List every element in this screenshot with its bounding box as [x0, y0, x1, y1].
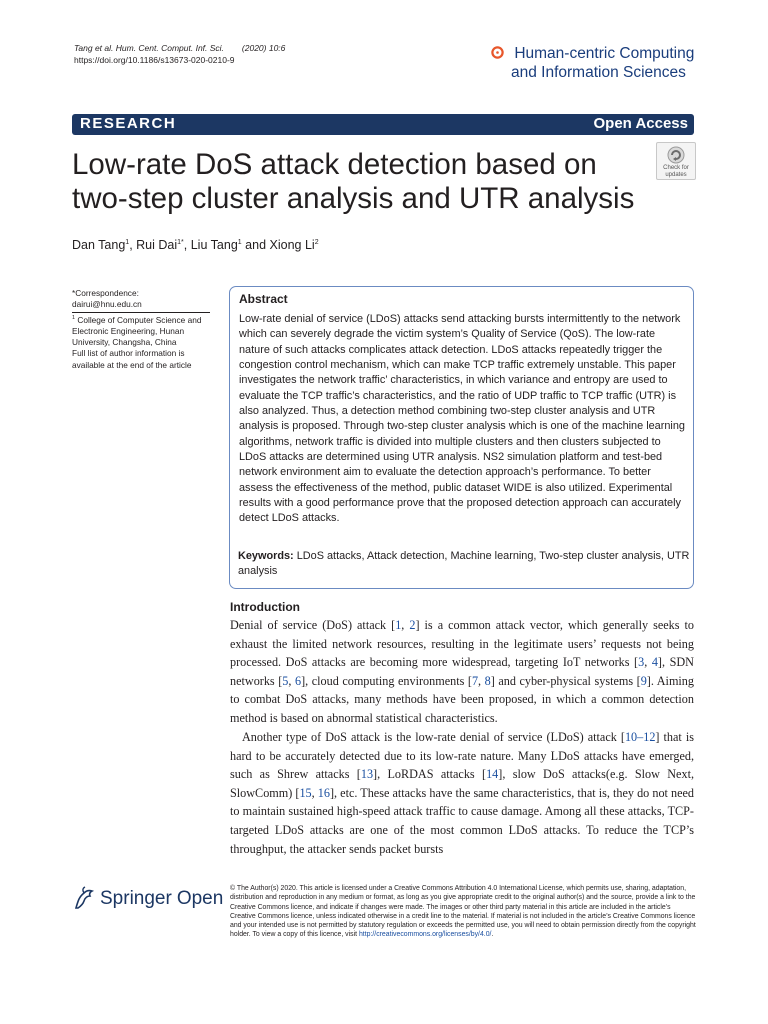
citation-link[interactable]: 15: [299, 785, 312, 800]
citation-link[interactable]: 7: [471, 673, 479, 688]
keywords: [238, 549, 690, 580]
article-type-banner: [72, 114, 694, 135]
citation-link[interactable]: 3: [638, 655, 645, 670]
citation-header: [74, 42, 285, 66]
author-name[interactable]: Xiong Li: [269, 238, 315, 252]
paragraph-text: Denial of service (DoS) attack [: [230, 618, 396, 632]
citation-link[interactable]: 1: [395, 618, 402, 632]
author-affiliation: 1: [237, 238, 242, 246]
paragraph-text: ,: [644, 655, 652, 670]
check-updates-icon: [666, 145, 686, 165]
affiliation-text: College of Computer Science and Electronic Engineering, Hunan University, Changsha, China: [72, 314, 202, 347]
doi-link[interactable]: https://doi.org/10.1186/s13673-020-0210-9: [74, 55, 235, 65]
paragraph-text: ,: [288, 673, 295, 688]
article-type-label: RESEARCH: [80, 115, 177, 132]
check-for-updates-button[interactable]: [656, 142, 696, 180]
paragraph-text: ], cloud computing environments [: [301, 673, 472, 688]
citation-link[interactable]: 14: [486, 767, 499, 782]
paragraph-text: ] that is hard to be accurately detected due to its low-rate nature. Many LDoS attacks have emerged, such as Shrew attacks [: [230, 730, 694, 782]
affiliation-note: [72, 313, 210, 349]
author-name[interactable]: Dan Tang: [72, 238, 126, 252]
journal-name-line1: Human-centric Computing: [514, 45, 695, 62]
citation-year: (2020) 10:6: [241, 43, 286, 53]
license-text: [230, 884, 696, 940]
publisher-name: Springer: [100, 888, 172, 909]
open-access-label: Open Access: [593, 115, 688, 132]
license-end: .: [491, 931, 494, 939]
citation-link[interactable]: 5: [282, 673, 289, 688]
paragraph-text: ,: [401, 618, 410, 632]
citation-link[interactable]: 10–12: [624, 730, 656, 744]
author-separator: ,: [183, 238, 191, 252]
citation-link[interactable]: 16: [317, 785, 330, 800]
author-affiliation: 1: [125, 238, 130, 246]
journal-logo-icon: [491, 45, 514, 62]
author-affiliation: 2: [314, 238, 319, 246]
license-link[interactable]: http://creativecommons.org/licenses/by/4.0/: [358, 931, 492, 939]
author-separator: and: [241, 238, 270, 252]
paragraph-text: ]. Aiming to combat DoS attacks, many methods have been proposed, in which a common detection method is based on abnormal statistical characteristics.: [230, 673, 694, 725]
author-affiliation: 1*: [177, 238, 184, 246]
abstract-heading: Abstract: [239, 292, 288, 306]
citation-link[interactable]: 4: [651, 655, 658, 670]
introduction-paragraph-1: [230, 616, 694, 728]
side-notes: [72, 288, 210, 371]
springer-horse-icon: [72, 886, 96, 912]
citation-link[interactable]: 13: [360, 767, 374, 782]
abstract-box: [229, 286, 694, 589]
license-body: © The Author(s) 2020. This article is licensed under a Creative Commons Attribution 4.0 International License, which permits use, sharing, adaptation, distribution and reproduction in any medium or format, as long as you give appropriate credit to the original author(s) and the source, provide a link to the Creative Commons licence, and indicate if changes were made. The images or other third party material in this article are included in the article’s Creative Commons licence, unless indicated otherwise in a credit line to the material. If material is not included in the article’s Creative Commons licence and your intended use is not permitted by statutory regulation or exceeds the permitted use, you will need to obtain permission directly from the copyright holder. To view a copy of this licence, visit: [230, 885, 696, 939]
paragraph-text: Another type of DoS attack is the low-rate denial of service (LDoS) attack [: [242, 730, 625, 744]
paragraph-text: ,: [478, 673, 485, 688]
correspondence-email[interactable]: dairui@hnu.edu.cn: [72, 299, 142, 310]
paragraph-text: ], slow DoS attacks(e.g. Slow Next, SlowComm) [: [230, 767, 694, 800]
citation-authors: Tang et al. Hum. Cent. Comput. Inf. Sci.: [74, 43, 224, 53]
publisher-suffix: Open: [176, 888, 224, 909]
paragraph-text: ] and cyber-physical systems [: [490, 673, 641, 688]
paragraph-text: ], LoRDAS attacks [: [373, 767, 487, 782]
citation-link[interactable]: 6: [294, 673, 302, 688]
paragraph-text: ], SDN networks [: [230, 655, 694, 688]
section-heading-introduction: Introduction: [230, 600, 300, 614]
springer-open-logo: [72, 886, 223, 912]
introduction-paragraph-2: [230, 728, 694, 858]
journal-name: [491, 44, 694, 82]
author-list: [72, 238, 319, 252]
author-separator: ,: [129, 238, 137, 252]
abstract-text: Low-rate denial of service (LDoS) attacks send attacking bursts intermittently to the network which can severely degrade the victim system’s Quality of Service (QoS). The low-rate nature of such attacks complicates attack detection. LDoS attacks repeatedly trigger the congestion control mechanism, which can make TCP traffic extremely unstable. This paper investigates the network traffic’ characteristics, in which variance and entropy are used to evaluate the TCP traffic’s characteristics, and the ratio of UDP traffic to TCP traffic (UTR) is also analyzed. Thus, a detection method combining two-step cluster analysis and UTR analysis is proposed. Through two-step cluster analysis which is one of the machine learning algorithms, network traffic is divided into multiple clusters and then clusters subjected to LDoS attacks are determined using UTR analysis. NS2 simulation platform and test-bed network environment aim to evaluate the detection approach’s performance. To better assess the effectiveness of the method, public dataset WIDE is also utilized. Experimental results with a good performance prove that the proposed detection approach can accurately detect LDoS attacks.: [239, 313, 685, 525]
keywords-label: Keywords:: [238, 550, 294, 562]
article-title: Low-rate DoS attack detection based on two-step cluster analysis and UTR analysis: [72, 148, 635, 215]
journal-name-line2: and Information Sciences: [511, 64, 686, 81]
paragraph-text: ] is a common attack vector, which generally seeks to exhaust the limited network resources, resulting in the legitimate users’ requests not being processed. DoS attacks are becoming more widespread, targeting IoT networks [: [230, 618, 695, 670]
author-name[interactable]: Liu Tang: [190, 238, 238, 252]
check-updates-line1: Check for: [663, 165, 689, 171]
citation-link[interactable]: 9: [640, 673, 647, 688]
affiliation-sup: 1: [72, 314, 76, 321]
author-info-note: Full list of author information is available at the end of the article: [72, 348, 192, 370]
keywords-list: LDoS attacks, Attack detection, Machine learning, Two-step cluster analysis, UTR analysis: [238, 550, 690, 578]
paragraph-text: ,: [311, 785, 318, 800]
citation-link[interactable]: 8: [484, 673, 491, 688]
author-name[interactable]: Rui Dai: [136, 238, 178, 252]
correspondence-label: *Correspondence:: [72, 288, 139, 298]
check-updates-line2: updates: [665, 171, 687, 178]
paragraph-text: ], etc. These attacks have the same characteristics, that is, they do not need to maintain sustained high-speed attack traffic to cause damage. Among all these attacks, TCP-targeted LDoS attacks are one of the most common LDoS attacks. To reduce the TCP’s throughput, the attacker sends packet bursts: [230, 785, 695, 856]
citation-link[interactable]: 2: [409, 618, 416, 632]
